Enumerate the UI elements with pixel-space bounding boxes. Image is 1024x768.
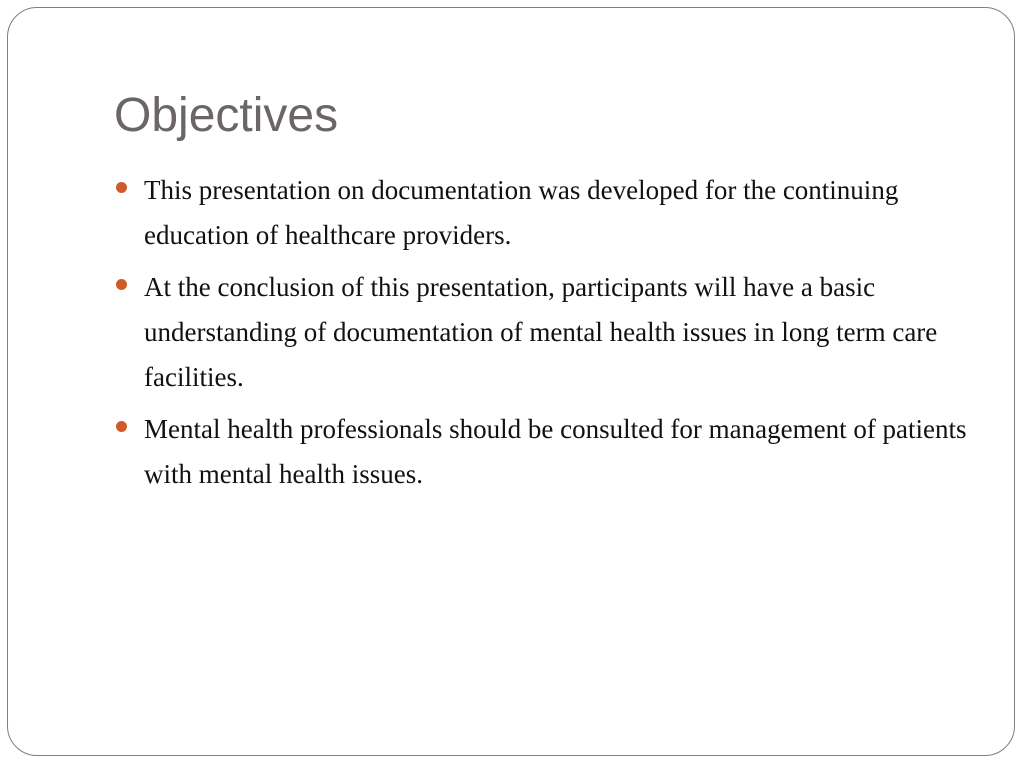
bullet-item: [116, 168, 976, 258]
bullet-text: At the conclusion of this presentation, participants will have a basic understanding of documentation of mental health issues in long term care facilities.: [144, 272, 938, 392]
bullet-text: This presentation on documentation was developed for the continuing education of healthcare providers.: [144, 175, 899, 250]
bullet-dot-icon: [116, 421, 127, 432]
bullet-list: [116, 168, 976, 504]
bullet-dot-icon: [116, 279, 127, 290]
bullet-item: [116, 265, 976, 400]
bullet-item: [116, 407, 976, 497]
bullet-dot-icon: [116, 182, 127, 193]
bullet-text: Mental health professionals should be consulted for management of patients with mental health issues.: [144, 414, 967, 489]
slide-title: Objectives: [114, 89, 339, 142]
